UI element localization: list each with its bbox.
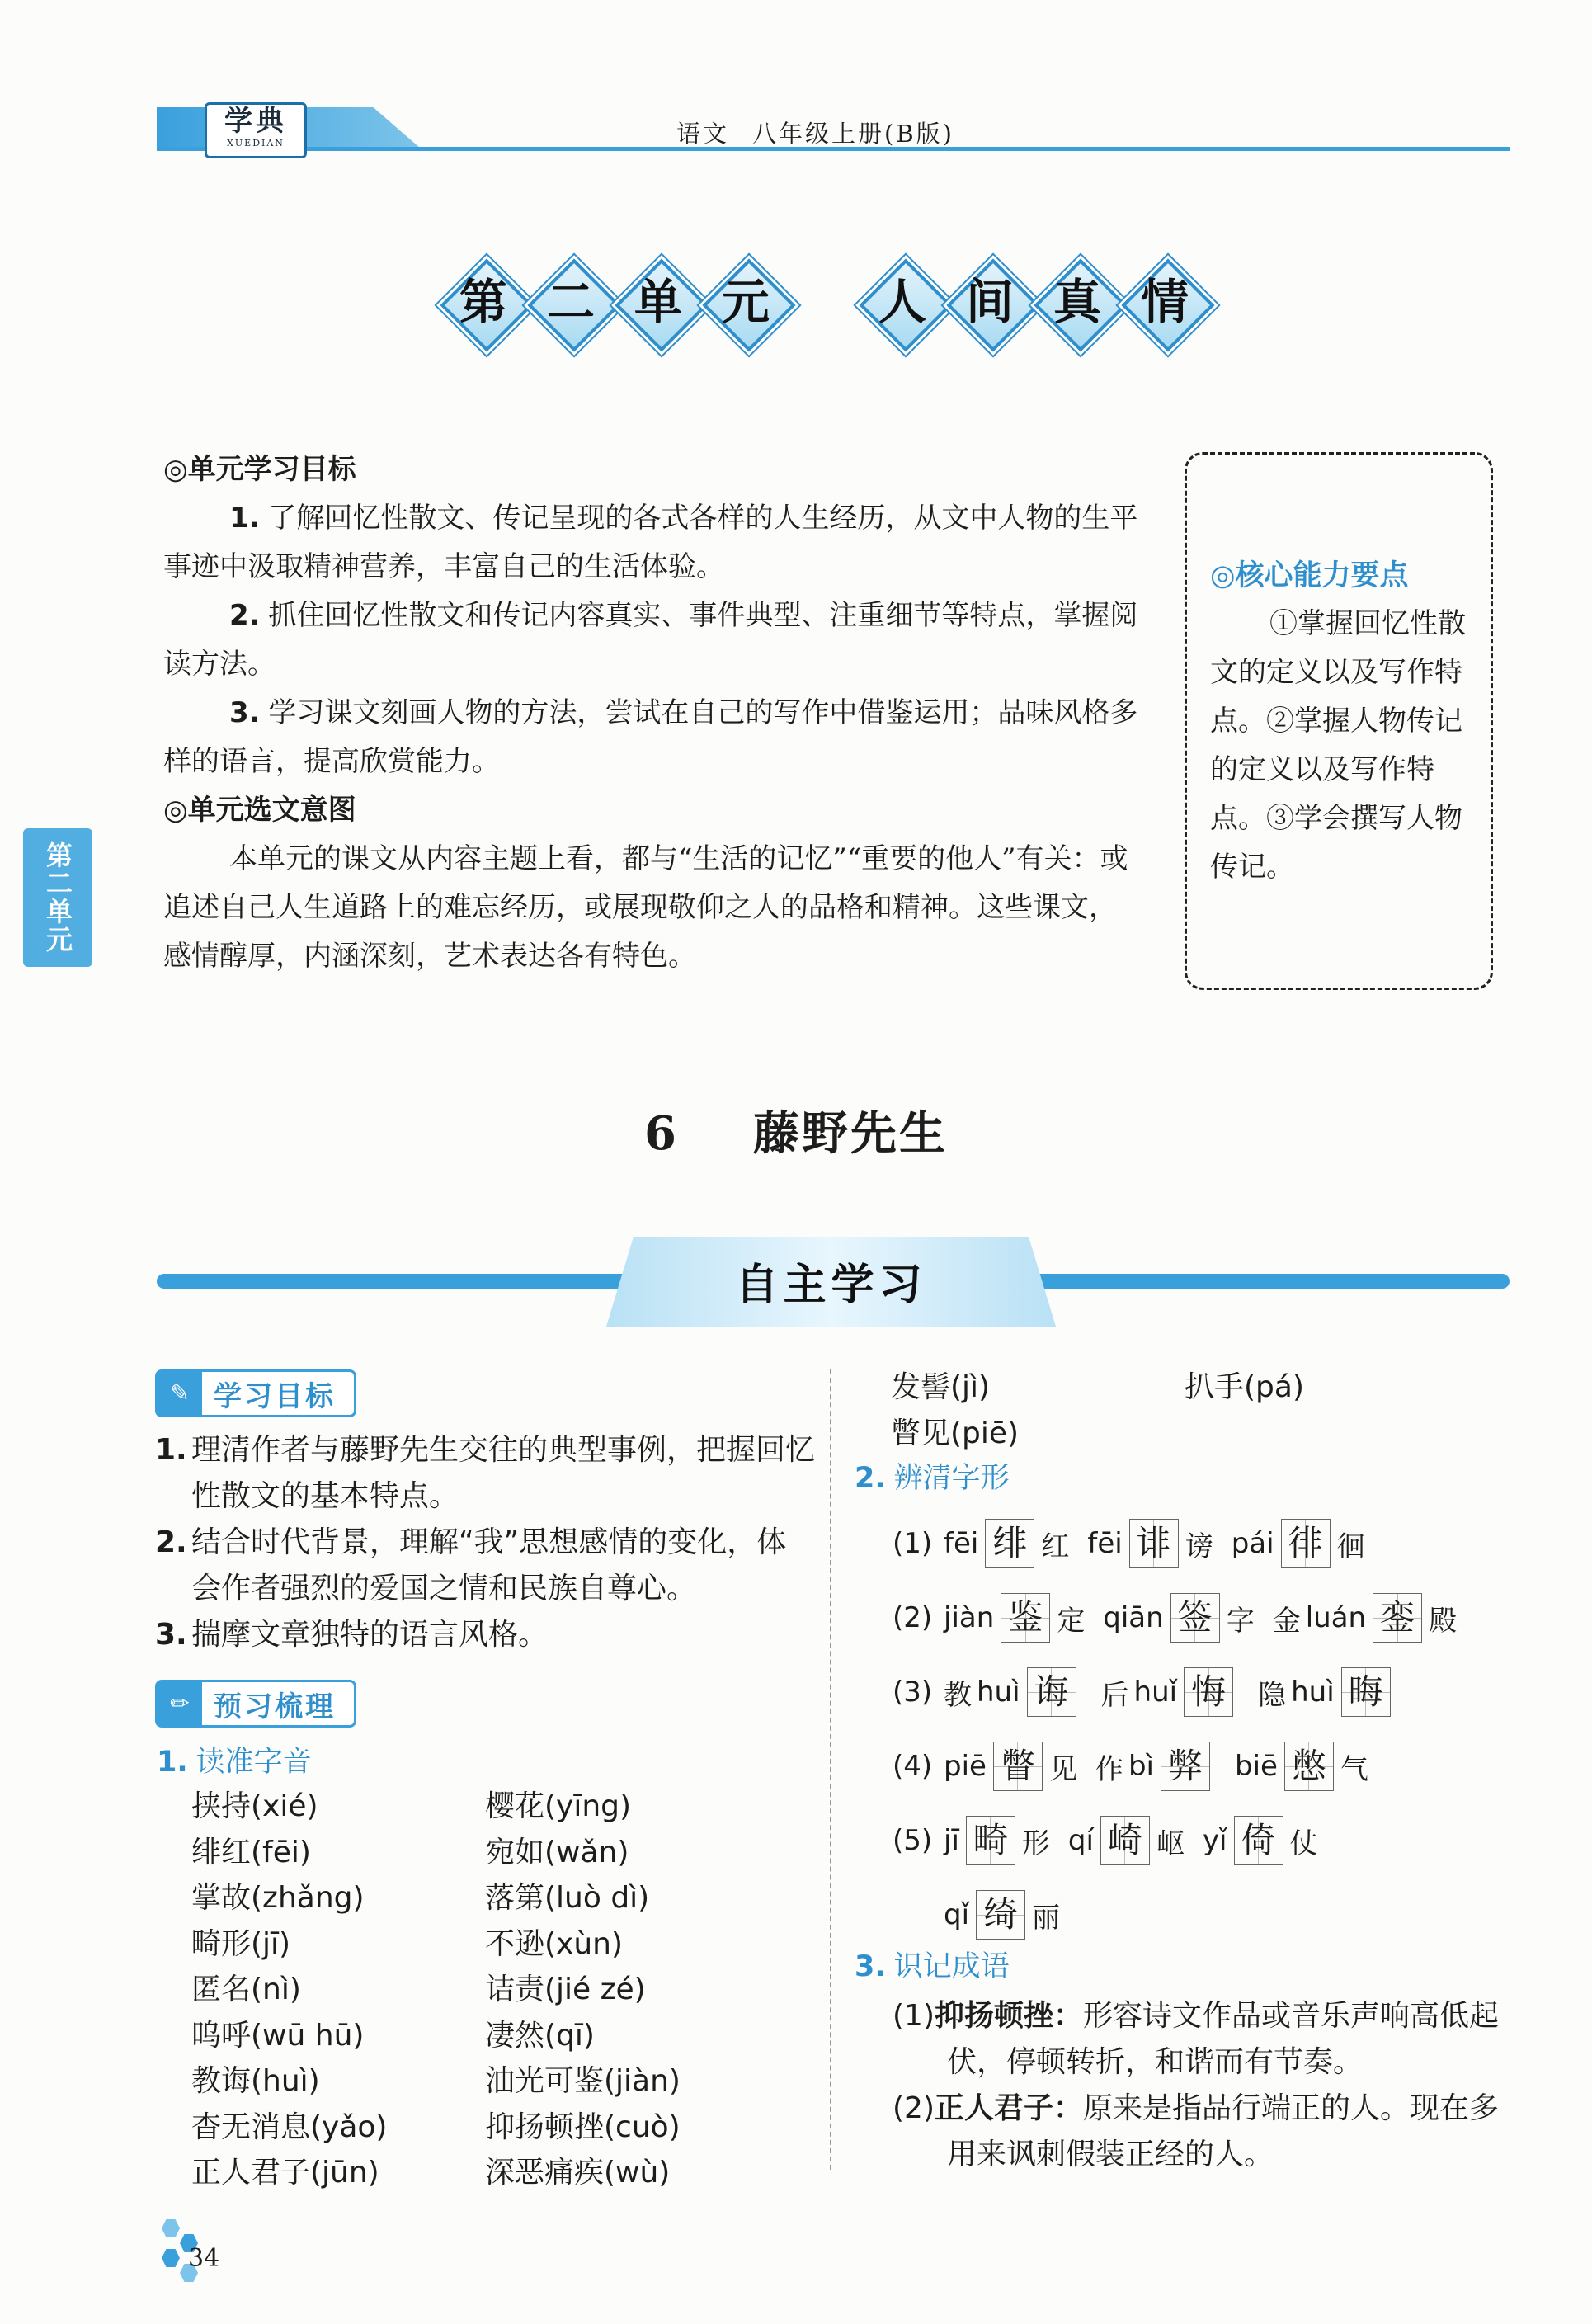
unit-title	[445, 264, 1203, 340]
pronounce-item: 扒手(pá)	[1185, 1370, 1305, 1404]
core-ability-heading: ◎核心能力要点	[1210, 559, 1409, 592]
distinguish-char-box: 徘	[1281, 1519, 1331, 1568]
distinguish-suffix: 字	[1226, 1604, 1255, 1638]
pronounce-item: 呜呼(wū hū)	[191, 2018, 365, 2053]
distinguish-row	[893, 1729, 1475, 1803]
idiom-item: (2)正人君子：原来是指品行端正的人。现在多用来讽刺假装正经的人。	[893, 2091, 1500, 2171]
distinguish-suffix: 见	[1048, 1752, 1077, 1786]
pronounce-item: 落第(luò dì)	[485, 1881, 650, 1915]
distinguish-group	[1103, 1593, 1254, 1643]
study-goal: 1. 理清作者与藤野先生交往的典型事例，把握回忆性散文的基本特点。	[155, 1433, 816, 1513]
distinguish-suffix: 殿	[1429, 1604, 1458, 1638]
section-banner-title: 自主学习	[735, 1261, 927, 1310]
distinguish-pinyin: qiān	[1103, 1601, 1164, 1634]
pronounce-list-right	[485, 1784, 681, 2196]
decor-hex	[162, 2249, 180, 2267]
distinguish-list	[893, 1506, 1475, 1952]
distinguish-group	[944, 1816, 1050, 1865]
distinguish-char-box: 悔	[1184, 1667, 1233, 1717]
pronounce-item: 杳无消息(yǎo)	[191, 2110, 388, 2144]
distinguish-pinyin: huì	[1291, 1676, 1335, 1709]
distinguish-pinyin: jiàn	[944, 1601, 995, 1634]
distinguish-row-label: (2)	[893, 1601, 933, 1634]
pronounce-item: 发髻(jì)	[891, 1370, 991, 1404]
pronounce-item: 正人君子(jūn)	[191, 2156, 379, 2190]
distinguish-suffix: 形	[1021, 1827, 1050, 1860]
lesson-name: 藤野先生	[752, 1106, 948, 1161]
distinguish-heading: 2. 辨清字形	[855, 1462, 1010, 1495]
distinguish-pinyin: qǐ	[944, 1898, 970, 1931]
idioms-heading: 3. 识记成语	[855, 1950, 1010, 1983]
distinguish-char-box: 鉴	[1001, 1593, 1050, 1643]
pronounce-item: 匿名(nì)	[191, 1973, 301, 2006]
distinguish-suffix: 红	[1041, 1530, 1070, 1563]
unit-intent-heading: ◎单元选文意图	[163, 794, 356, 827]
pronounce-list-left	[191, 1784, 387, 2196]
distinguish-prefix: 后	[1100, 1678, 1129, 1712]
distinguish-pinyin: bì	[1128, 1750, 1154, 1783]
distinguish-suffix: 气	[1340, 1752, 1368, 1786]
distinguish-pinyin: fēi	[944, 1527, 979, 1560]
logo-cn: 学典	[224, 105, 287, 138]
pencil-icon: ✏	[158, 1682, 202, 1725]
unit-intent-text: 本单元的课文从内容主题上看，都与“生活的记忆”“重要的他人”有关：或追述自己人生道路上的难忘经历，或展现敬仰之人的品格和精神。这些课文，感情醇厚，内涵深刻，艺术表达各有特色。	[163, 842, 1128, 973]
distinguish-pinyin: yǐ	[1202, 1824, 1227, 1857]
unit-title-char: 二	[533, 264, 609, 340]
student-icon: ✎	[158, 1372, 202, 1415]
distinguish-char-box: 晦	[1341, 1667, 1391, 1717]
pronounce-item: 挟持(xié)	[191, 1789, 318, 1823]
distinguish-group	[1203, 1816, 1318, 1865]
pronounce-item: 樱花(yīng)	[485, 1789, 632, 1823]
unit-goals-heading: ◎单元学习目标	[163, 453, 356, 486]
unit-goal: 3. 学习课文刻画人物的方法，尝试在自己的写作中借鉴运用；品味风格多样的语言，提高欣赏能力。	[163, 696, 1138, 778]
core-ability-text: ①掌握回忆性散文的定义以及写作特点。②掌握人物传记的定义以及写作特点。③学会撰写人物传记。	[1210, 607, 1466, 884]
pronounce-item: 凄然(qī)	[485, 2018, 595, 2053]
unit-theme-char: 人	[864, 264, 940, 340]
page-number: 34	[188, 2244, 220, 2273]
distinguish-pinyin: pái	[1231, 1527, 1274, 1560]
distinguish-suffix: 谤	[1185, 1530, 1213, 1563]
distinguish-char-box: 签	[1170, 1593, 1220, 1643]
distinguish-group	[1095, 1742, 1217, 1791]
logo-en: XUEDIAN	[227, 138, 285, 148]
unit-theme-char: 真	[1039, 264, 1115, 340]
distinguish-pinyin: jī	[944, 1824, 959, 1857]
distinguish-row-label: (1)	[893, 1527, 933, 1560]
distinguish-pinyin: qí	[1067, 1824, 1094, 1857]
distinguish-group	[1235, 1742, 1368, 1791]
pronounce-item: 掌故(zhǎng)	[191, 1881, 365, 1915]
book-title	[676, 115, 977, 149]
distinguish-row-label: (5)	[893, 1824, 933, 1857]
distinguish-row-label: (3)	[893, 1676, 933, 1709]
pronounce-item: 教诲(huì)	[191, 2064, 320, 2098]
distinguish-char-box: 倚	[1234, 1816, 1283, 1865]
distinguish-group	[1087, 1519, 1213, 1568]
unit-theme-char: 间	[952, 264, 1028, 340]
distinguish-char-box: 瞥	[993, 1742, 1043, 1791]
distinguish-suffix: 定	[1057, 1604, 1086, 1638]
pronounce-item: 宛如(wǎn)	[485, 1835, 629, 1869]
distinguish-char-box: 憋	[1284, 1742, 1334, 1791]
pronounce-cont-right	[1185, 1365, 1304, 1411]
pronounce-item: 不逊(xùn)	[485, 1926, 624, 1961]
distinguish-group	[1232, 1519, 1365, 1568]
subject: 语文	[676, 120, 730, 148]
distinguish-prefix: 教	[944, 1678, 972, 1712]
pronounce-item: 绯红(fēi)	[191, 1835, 311, 1869]
distinguish-row-label: (4)	[893, 1750, 933, 1783]
distinguish-group	[1273, 1593, 1457, 1643]
distinguish-group	[944, 1890, 1060, 1940]
publisher-logo	[205, 102, 307, 158]
distinguish-row	[893, 1506, 1475, 1581]
unit-intro	[163, 445, 1141, 981]
distinguish-pinyin: fēi	[1087, 1527, 1123, 1560]
distinguish-prefix: 隐	[1258, 1678, 1287, 1712]
preview-tag: ✏ 预习梳理	[155, 1680, 356, 1728]
study-goals	[155, 1427, 815, 1658]
study-goal: 3. 揣摩文章独特的语言风格。	[155, 1618, 549, 1652]
distinguish-prefix: 作	[1095, 1752, 1123, 1786]
study-goal: 2. 结合时代背景，理解“我”思想感情的变化，体会作者强烈的爱国之情和民族自尊心。	[155, 1525, 787, 1605]
distinguish-char-box: 畸	[966, 1816, 1015, 1865]
distinguish-pinyin: piē	[944, 1750, 987, 1783]
distinguish-group	[944, 1742, 1077, 1791]
decor-hex	[162, 2219, 180, 2237]
distinguish-char-box: 绯	[985, 1519, 1034, 1568]
distinguish-char-box: 诲	[1027, 1667, 1076, 1717]
distinguish-prefix: 金	[1272, 1604, 1301, 1638]
distinguish-char-box: 诽	[1129, 1519, 1179, 1568]
idiom-item: (1)抑扬顿挫：形容诗文作品或音乐声响高低起伏，停顿转折，和谐而有节奏。	[893, 1999, 1500, 2079]
distinguish-row	[893, 1803, 1475, 1878]
distinguish-char-box: 弊	[1161, 1742, 1210, 1791]
distinguish-group	[1101, 1667, 1241, 1717]
distinguish-group	[1068, 1816, 1185, 1865]
distinguish-pinyin: biē	[1234, 1750, 1278, 1783]
pronounce-cont-left	[891, 1365, 1019, 1456]
study-goals-tag: ✎ 学习目标	[155, 1369, 356, 1417]
distinguish-char-box: 銮	[1373, 1593, 1422, 1643]
pronounce-heading: 1. 读准字音	[157, 1746, 312, 1779]
grade: 八年级上册(B版)	[752, 120, 954, 148]
distinguish-suffix: 仗	[1289, 1827, 1318, 1860]
unit-title-char: 第	[445, 264, 521, 340]
distinguish-pinyin: huì	[977, 1676, 1020, 1709]
pronounce-item: 抑扬顿挫(cuò)	[485, 2110, 681, 2144]
distinguish-row	[893, 1581, 1475, 1655]
lesson-number: 6	[644, 1106, 679, 1161]
distinguish-pinyin: luán	[1305, 1601, 1367, 1634]
pronounce-item: 瞥见(piē)	[891, 1416, 1020, 1450]
distinguish-group	[944, 1667, 1083, 1717]
distinguish-row	[893, 1878, 1475, 1952]
distinguish-group	[944, 1519, 1069, 1568]
pronounce-item: 诘责(jié zé)	[485, 1973, 646, 2006]
core-ability-box	[1185, 452, 1493, 990]
column-divider	[830, 1369, 831, 2170]
distinguish-suffix: 岖	[1156, 1827, 1185, 1860]
pronounce-item: 油光可鉴(jiàn)	[485, 2064, 681, 2098]
distinguish-suffix: 徊	[1336, 1530, 1365, 1563]
distinguish-char-box: 绮	[976, 1890, 1025, 1940]
unit-goal: 1. 了解回忆性散文、传记呈现的各式各样的人生经历，从文中人物的生平事迹中汲取精神营养，丰富自己的生活体验。	[163, 502, 1138, 583]
distinguish-group	[944, 1593, 1085, 1643]
distinguish-row	[893, 1655, 1475, 1729]
unit-goal: 2. 抓住回忆性散文和传记内容真实、事件典型、注重细节等特点，掌握阅读方法。	[163, 599, 1138, 681]
pronounce-item: 畸形(jī)	[191, 1926, 291, 1961]
idioms-list	[893, 1993, 1519, 2178]
unit-title-char: 元	[708, 264, 784, 340]
distinguish-char-box: 崎	[1100, 1816, 1150, 1865]
distinguish-group	[1258, 1667, 1397, 1717]
pronounce-item: 深恶痛疾(wù)	[485, 2156, 671, 2190]
lesson-title	[0, 1097, 1592, 1163]
unit-theme-char: 情	[1127, 264, 1203, 340]
unit-side-tab: 第二单元	[23, 828, 92, 967]
distinguish-suffix: 丽	[1032, 1901, 1061, 1935]
distinguish-pinyin: huǐ	[1133, 1676, 1178, 1709]
unit-title-char: 单	[620, 264, 696, 340]
